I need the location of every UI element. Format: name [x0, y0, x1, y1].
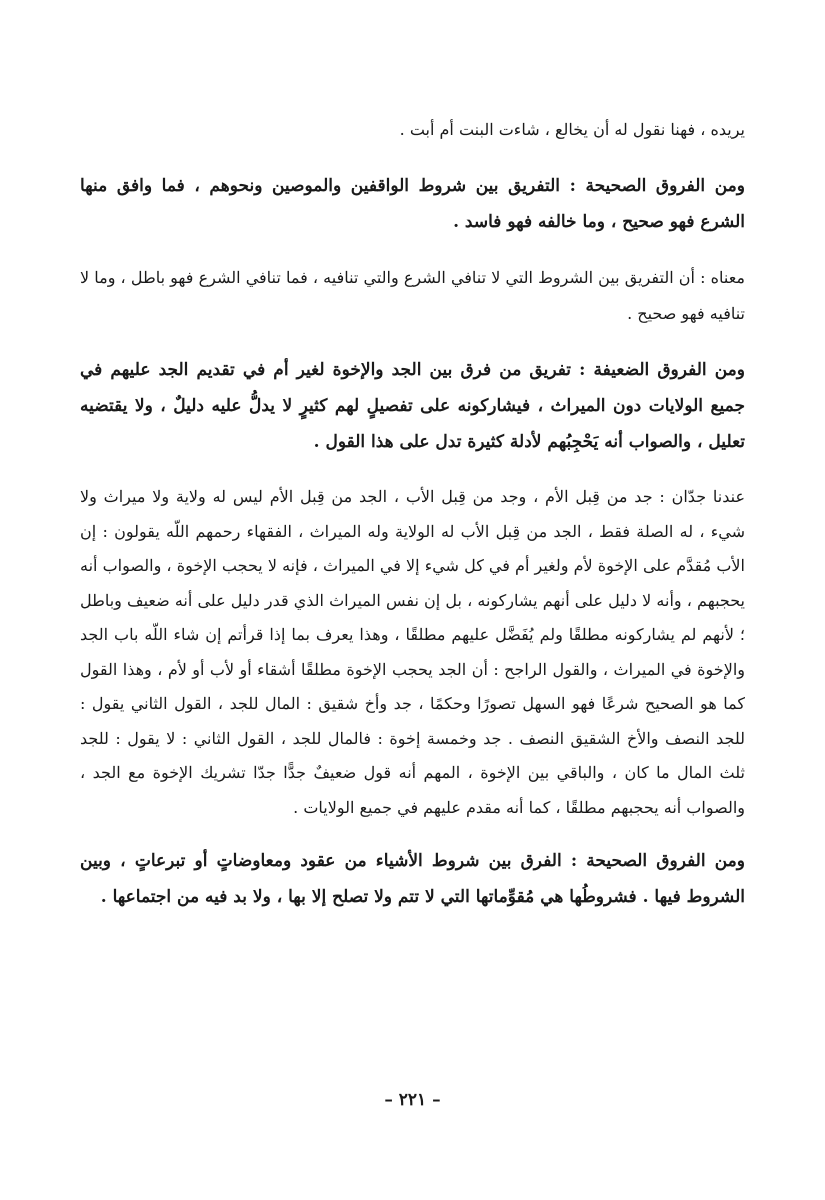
explanation-paragraph: معناه : أن التفريق بين الشروط التي لا تنافي الشرع والتي تنافيه ، فما تنافي الشرع فهو باطل ، وما لا تنافيه فهو صحيح .	[80, 268, 745, 323]
page-number: – ٢٢١ –	[384, 1090, 441, 1110]
intro-paragraph: يريده ، فهنا نقول له أن يخالع ، شاءت البنت أم أبت .	[399, 120, 745, 139]
commentary-paragraph: عندنا جدّان : جد من قِبل الأم ، وجد من قِبل الأب ، الجد من قِبل الأم ليس له ولاية ولا ميراث ولا شيء ، له الصلة فقط ، الجد من قِبل الأب له الولاية وله الميراث ، الفقهاء رحمهم اللّه يقولون : إن الأب مُقدَّم على الإخوة لأم ولغير أم في كل شيء إلا في الميراث ، فإنه لا يحجب الإخوة ، والصواب أنه يحجبهم ، وأنه لا دليل على أنهم يشاركونه ، بل إن نفس الميراث الذي قدر دليل على أنه ضعيف وباطل ؛ لأنهم لم يشاركونه مطلقًا ولم يُفَضَّل عليهم مطلقًا ، وهذا يعرف بما إذا قرأتم إن شاء اللّه باب الجد والإخوة في الميراث ، والقول الراجح : أن الجد يحجب الإخوة مطلقًا أشقاء أو لأب أو لأم ، وهذا القول كما هو الصحيح شرعًا فهو السهل تصورًا وحكمًا ، جد وأخ شقيق : المال للجد ، القول الثاني يقول : للجد النصف والأخ الشقيق النصف . جد وخمسة إخوة : فالمال للجد ، القول الثاني : لا يقول : للجد ثلث المال ما كان ، والباقي بين الإخوة ، المهم أنه قول ضعيفٌ جدًّا جدّا تشريك الإخوة مع الجد ، والصواب أنه يحجبهم مطلقًا ، كما أنه مقدم عليهم في جميع الولايات .	[80, 487, 745, 817]
rule-paragraph-grandfather-brothers: ومن الفروق الضعيفة : تفريق من فرق بين الجد والإخوة لغير أم في تقديم الجد عليهم في جميع الولايات دون الميراث ، فيشاركونه على تفصيلٍ لهم كثيرٍ لا يدلُّ عليه دليلٌ ، ولا يقتضيه تعليل ، والصواب أنه يَحْجِبُهم لأدلة كثيرة تدل على هذا القول .	[80, 360, 745, 452]
rule-paragraph-valid-conditions: ومن الفروق الصحيحة : التفريق بين شروط الواقفين والموصين ونحوهم ، فما وافق منها الشرع فهو صحيح ، وما خالفه فهو فاسد .	[80, 176, 745, 232]
rule-paragraph-contract-conditions: ومن الفروق الصحيحة : الفرق بين شروط الأشياء من عقود ومعاوضاتٍ أو تبرعاتٍ ، وبين الشروط فيها . فشروطُها هي مُقوِّماتها التي لا تتم ولا تصلح إلا بها ، ولا بد فيه من اجتماعها .	[80, 851, 745, 907]
